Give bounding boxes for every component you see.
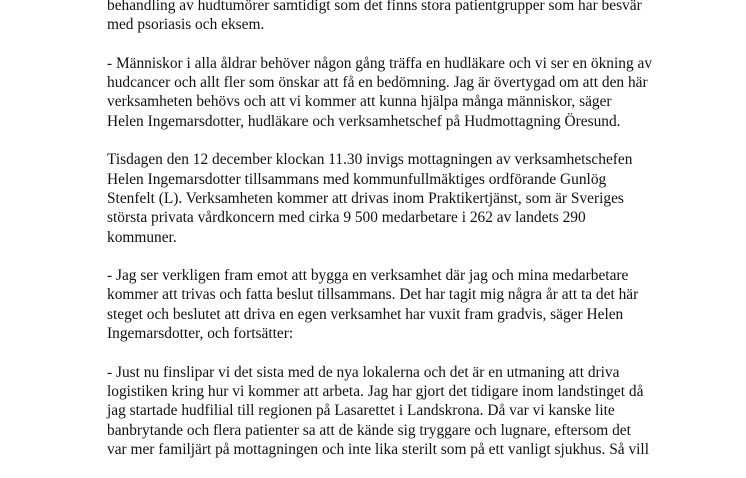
text-line: banbrytande och flera patienter sa att de kände sig tryggare och lugnare, eftersom det xyxy=(107,421,631,439)
paragraph xyxy=(107,266,652,343)
text-line: kommuner. xyxy=(107,228,177,246)
text-line: Helen Ingemarsdotter, hudläkare och verksamhetschef på Hudmottagning Öresund. xyxy=(107,112,621,130)
paragraph xyxy=(107,54,652,131)
text-line: största privata vårdkoncern med cirka 9 500 medarbetare i 262 av landets 290 xyxy=(107,209,586,227)
text-line: Ingemarsdotter, och fortsätter: xyxy=(107,325,294,343)
document-body xyxy=(107,0,652,478)
text-line: - Jag ser verkligen fram emot att bygga en verksamhet där jag och mina medarbetare xyxy=(107,267,629,285)
text-line: verksamheten behövs och att vi kommer att kunna hjälpa många människor, säger xyxy=(107,93,612,111)
paragraph xyxy=(107,0,652,35)
text-line: Helen Ingemarsdotter tillsammans med kommunfullmäktiges ordförande Gunlög xyxy=(107,170,607,188)
text-line: - Just nu finslipar vi det sista med de nya lokalerna och det är en utmaning att driva xyxy=(107,363,620,381)
text-line: hudcancer och allt fler som önskar att få en bedömning. Jag är övertygad om att den här xyxy=(107,74,648,92)
text-line: Tisdagen den 12 december klockan 11.30 invigs mottagningen av verksamhetschefen xyxy=(107,151,633,169)
text-line: var mer familjärt på mottagningen och inte lika sterilt som på ett vanligt sjukhus. Så vill xyxy=(107,440,649,458)
paragraph xyxy=(107,150,652,246)
text-line: kommer att trivas och fatta beslut tillsammans. Det har tagit mig några år att ta det här xyxy=(107,286,639,304)
text-line: behandling av hudtumörer samtidigt som det finns stora patientgrupper som har besvär xyxy=(107,0,642,14)
text-line: jag startade hudfilial till regionen på Lasarettet i Landskrona. Då var vi kanske lite xyxy=(107,402,615,420)
text-line: - Människor i alla åldrar behöver någon gång träffa en hudläkare och vi ser en ökning av xyxy=(107,54,653,72)
text-line: med psoriasis och eksem. xyxy=(107,16,265,34)
paragraph xyxy=(107,363,652,459)
text-line: logistiken kring hur vi kommer att arbeta. Jag har gjort det tidigare inom landstinget då xyxy=(107,382,644,400)
text-line: Stenfelt (L). Verksamheten kommer att drivas inom Praktikertjänst, som är Sveriges xyxy=(107,189,624,207)
text-line: steget och beslutet att driva en egen verksamhet har vuxit fram gradvis, säger Helen xyxy=(107,305,624,323)
